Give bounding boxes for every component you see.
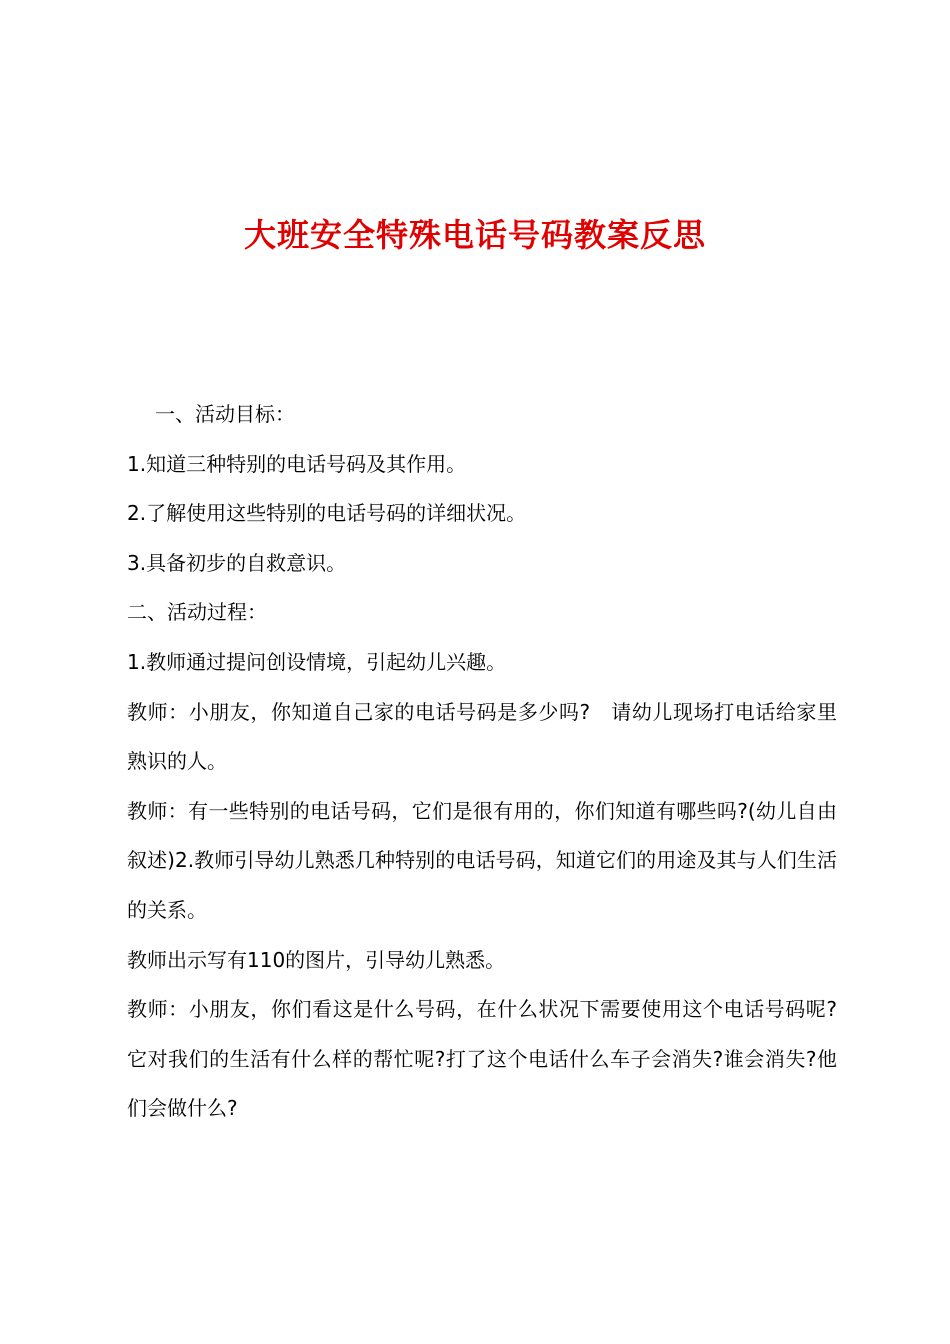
section-heading-process: 二、活动过程： [127, 600, 267, 625]
document-body [127, 390, 837, 1134]
objective-item-2: 2.了解使用这些特别的电话号码的详细状况。 [127, 501, 527, 526]
document-title: 大班安全特殊电话号码教案反思 [243, 216, 706, 254]
objective-item-1: 1.知道三种特别的电话号码及其作用。 [127, 451, 467, 476]
body-paragraph: 教师：有一些特别的电话号码，它们是很有用的，你们知道有哪些吗?(幼儿自由叙述)2.教师引导幼儿熟悉几种特别的电话号码，知道它们的用途及其与人们生活的关系。 [127, 798, 837, 922]
body-paragraph: 教师：小朋友，你知道自己家的电话号码是多少吗? 请幼儿现场打电话给家里熟识的人。 [127, 699, 837, 774]
section-heading-objectives: 一、活动目标： [155, 402, 295, 426]
body-paragraph: 教师：小朋友，你们看这是什么号码，在什么状况下需要使用这个电话号码呢?它对我们的生活有什么样的帮忙呢?打了这个电话什么车子会消失?谁会消失?他们会做什么? [127, 997, 837, 1121]
body-paragraph: 教师出示写有110的图片，引导幼儿熟悉。 [127, 947, 506, 972]
objective-item-3: 3.具备初步的自救意识。 [127, 550, 347, 575]
process-step-1: 1.教师通过提问创设情境，引起幼儿兴趣。 [127, 649, 507, 674]
